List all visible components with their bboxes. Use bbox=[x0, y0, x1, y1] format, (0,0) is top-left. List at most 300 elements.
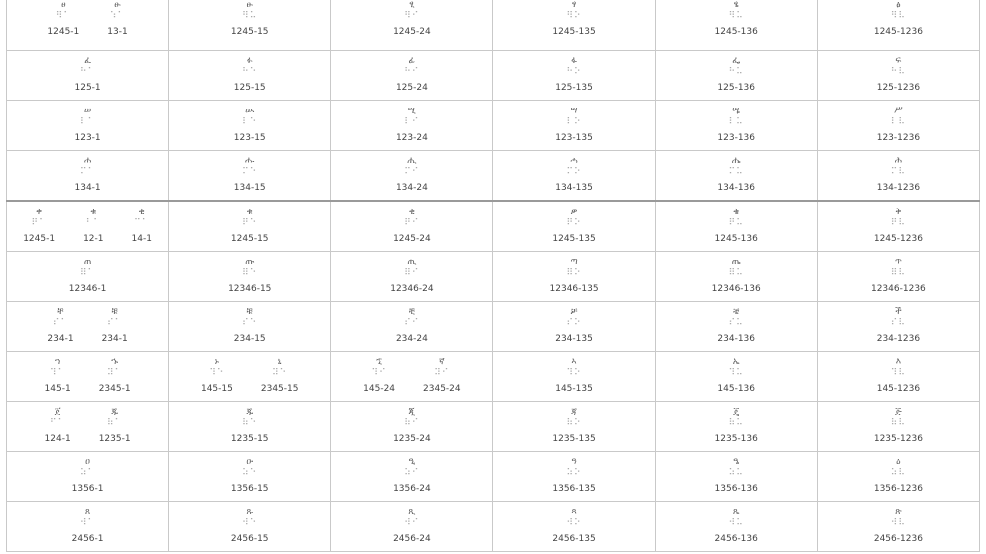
syllable-glyph: ቸ bbox=[57, 307, 64, 317]
cell-entries bbox=[493, 352, 654, 394]
syllable-entry bbox=[552, 1, 595, 37]
cell-entries bbox=[7, 0, 168, 37]
braille-pattern: ⠍⠕ bbox=[566, 167, 582, 177]
dot-code: 134-135 bbox=[555, 183, 593, 193]
syllable-entry bbox=[423, 358, 461, 394]
cell-entries bbox=[493, 151, 654, 193]
syllable-glyph: ኑ bbox=[214, 357, 220, 367]
cell-entries bbox=[331, 0, 492, 37]
braille-pattern: ⠺⠊ bbox=[404, 518, 420, 528]
table-cell bbox=[817, 402, 979, 452]
syllable-glyph: ጥ bbox=[894, 257, 902, 267]
cell-entries bbox=[656, 452, 817, 494]
syllable-glyph: ፃ bbox=[571, 0, 577, 10]
braille-pattern: ⠷⠥ bbox=[728, 418, 744, 428]
table-cell bbox=[169, 452, 331, 502]
cell-entries bbox=[331, 452, 492, 494]
syllable-entry bbox=[231, 408, 269, 444]
dot-code: 12346-15 bbox=[228, 284, 272, 294]
braille-pattern: ⠍⠧ bbox=[890, 167, 906, 177]
syllable-glyph: ጽ bbox=[895, 507, 902, 517]
table-cell bbox=[655, 101, 817, 151]
braille-pattern: ⠟⠕ bbox=[566, 218, 582, 228]
syllable-entry bbox=[390, 258, 433, 294]
table-cell bbox=[493, 201, 655, 252]
dot-code: 1245-135 bbox=[552, 27, 596, 37]
braille-pattern: ⠽⠊ bbox=[434, 368, 450, 378]
syllable-glyph: ጺ bbox=[408, 507, 416, 517]
syllable-entry bbox=[132, 208, 152, 244]
braille-pattern: ⠟⠊ bbox=[404, 218, 420, 228]
cell-entries bbox=[818, 252, 979, 294]
dot-code: 12346-24 bbox=[390, 284, 434, 294]
syllable-glyph: ኁ bbox=[111, 357, 119, 367]
dot-code: 1245-1 bbox=[23, 234, 56, 244]
syllable-glyph: ሕ bbox=[894, 156, 903, 166]
cell-entries bbox=[331, 352, 492, 394]
syllable-entry bbox=[874, 1, 923, 37]
braille-pattern: ⠹⠥ bbox=[728, 368, 744, 378]
dot-code: 1245-15 bbox=[230, 27, 269, 37]
syllable-glyph: ፌ bbox=[732, 56, 741, 66]
braille-pattern: ⠟⠥ bbox=[728, 218, 744, 228]
dot-code: 145-135 bbox=[555, 384, 593, 394]
dot-code: 123-1236 bbox=[876, 133, 921, 143]
braille-pattern: ⠺⠑ bbox=[242, 518, 258, 528]
cell-entries bbox=[818, 502, 979, 544]
table-cell bbox=[169, 51, 331, 101]
dot-code: 12346-136 bbox=[711, 284, 761, 294]
cell-entries bbox=[818, 402, 979, 444]
braille-pattern: ⠵⠧ bbox=[890, 468, 906, 478]
table-cell bbox=[7, 502, 169, 552]
braille-pattern: ⠺⠥ bbox=[728, 518, 744, 528]
cell-entries bbox=[818, 101, 979, 143]
dot-code: 134-15 bbox=[233, 183, 266, 193]
dot-code: 2456-15 bbox=[230, 534, 269, 544]
syllable-glyph: ዐ bbox=[85, 457, 90, 467]
braille-pattern: ⠇⠑ bbox=[242, 117, 258, 127]
braille-pattern: ⠎⠥ bbox=[728, 318, 744, 328]
syllable-entry bbox=[877, 107, 920, 143]
braille-pattern: ⠻⠥ bbox=[728, 11, 744, 21]
dot-code: 1245-135 bbox=[552, 234, 596, 244]
syllable-entry bbox=[555, 57, 593, 93]
table-cell bbox=[169, 0, 331, 51]
syllable-entry bbox=[393, 1, 431, 37]
braille-pattern: ⠵⠊ bbox=[404, 468, 420, 478]
table-cell bbox=[817, 252, 979, 302]
cell-entries bbox=[7, 352, 168, 394]
braille-pattern: ⠉⠁ bbox=[134, 218, 150, 228]
braille-pattern: ⠹⠕ bbox=[566, 368, 582, 378]
syllable-glyph: ጅ bbox=[895, 407, 902, 417]
table-cell bbox=[493, 51, 655, 101]
dot-code: 1235-1236 bbox=[873, 434, 923, 444]
syllable-entry bbox=[874, 408, 923, 444]
cell-entries bbox=[818, 151, 979, 193]
dot-code: 123-136 bbox=[717, 133, 755, 143]
table-cell bbox=[7, 302, 169, 352]
table-cell bbox=[817, 151, 979, 202]
syllable-entry bbox=[550, 258, 599, 294]
cell-entries bbox=[7, 402, 168, 444]
table-cell bbox=[655, 201, 817, 252]
table-cell bbox=[655, 402, 817, 452]
syllable-glyph: ጂ bbox=[408, 407, 416, 417]
dot-code: 14-1 bbox=[131, 234, 152, 244]
dot-code: 1245-24 bbox=[393, 27, 431, 37]
braille-pattern: ⠹⠁ bbox=[50, 368, 66, 378]
braille-pattern: ⠽⠑ bbox=[272, 368, 288, 378]
cell-entries bbox=[493, 502, 654, 544]
table-cell bbox=[493, 402, 655, 452]
table-cell bbox=[493, 502, 655, 552]
braille-pattern: ⠱⠁ bbox=[109, 11, 126, 21]
braille-pattern: ⠵⠁ bbox=[79, 468, 96, 478]
cell-entries bbox=[493, 402, 654, 444]
syllable-glyph: ዓ bbox=[571, 457, 577, 467]
syllable-entry bbox=[72, 508, 104, 544]
dot-code: 234-1 bbox=[47, 334, 74, 344]
table-row bbox=[7, 151, 980, 202]
table-cell bbox=[655, 302, 817, 352]
dot-code: 1356-1 bbox=[71, 484, 104, 494]
braille-pattern: ⠇⠥ bbox=[728, 117, 744, 127]
cell-entries bbox=[331, 151, 492, 193]
table-cell bbox=[493, 352, 655, 402]
cell-entries bbox=[818, 51, 979, 93]
syllable-entry bbox=[555, 308, 593, 344]
braille-pattern: ⠎⠧ bbox=[890, 318, 906, 328]
cell-entries bbox=[169, 151, 330, 193]
dot-code: 2456-24 bbox=[393, 534, 431, 544]
cell-entries bbox=[7, 151, 168, 193]
cell-entries bbox=[7, 202, 168, 244]
table-cell bbox=[331, 151, 493, 202]
braille-pattern: ⠿⠑ bbox=[242, 268, 258, 278]
cell-entries bbox=[818, 0, 979, 37]
table-cell bbox=[655, 0, 817, 51]
table-cell bbox=[7, 101, 169, 151]
dot-code: 1356-15 bbox=[230, 484, 269, 494]
braille-pattern: ⠻⠊ bbox=[404, 11, 420, 21]
braille-pattern: ⠍⠑ bbox=[242, 167, 258, 177]
syllable-glyph: ጻ bbox=[571, 507, 577, 517]
syllable-glyph: ፉ bbox=[246, 56, 253, 66]
braille-pattern: ⠷⠑ bbox=[242, 418, 258, 428]
table-cell bbox=[331, 502, 493, 552]
braille-pattern: ⠎⠁ bbox=[107, 318, 123, 328]
dot-code: 234-1236 bbox=[876, 334, 921, 344]
braille-pattern: ⠇⠕ bbox=[566, 117, 582, 127]
syllable-glyph: ፄ bbox=[733, 0, 739, 10]
syllable-entry bbox=[396, 107, 428, 143]
syllable-entry bbox=[393, 408, 431, 444]
syllable-glyph: ዕ bbox=[896, 457, 901, 467]
table-row bbox=[7, 352, 980, 402]
cell-entries bbox=[818, 352, 979, 394]
cell-entries bbox=[331, 402, 492, 444]
syllable-entry bbox=[201, 358, 233, 394]
cell-entries bbox=[493, 452, 654, 494]
table-row bbox=[7, 201, 980, 252]
syllable-entry bbox=[393, 458, 431, 494]
table-cell bbox=[169, 402, 331, 452]
table-cell bbox=[493, 252, 655, 302]
table-cell bbox=[331, 51, 493, 101]
syllable-glyph: ኤ bbox=[732, 357, 740, 367]
dot-code: 13-1 bbox=[107, 27, 128, 37]
syllable-entry bbox=[552, 458, 595, 494]
syllable-entry bbox=[715, 208, 758, 244]
syllable-glyph: ኛ bbox=[438, 357, 445, 367]
dot-code: 234-1 bbox=[101, 334, 128, 344]
syllable-entry bbox=[552, 208, 595, 244]
table-row bbox=[7, 252, 980, 302]
table-cell bbox=[817, 51, 979, 101]
dot-code: 134-136 bbox=[717, 183, 755, 193]
braille-pattern: ⠓⠧ bbox=[890, 67, 906, 77]
syllable-entry bbox=[877, 57, 920, 93]
dot-code: 124-1 bbox=[44, 434, 71, 444]
braille-pattern: ⠻⠕ bbox=[566, 11, 582, 21]
braille-pattern: ⠻⠁ bbox=[55, 11, 71, 21]
dot-code: 125-1236 bbox=[876, 83, 921, 93]
cell-entries bbox=[656, 302, 817, 344]
table-cell bbox=[493, 302, 655, 352]
cell-entries bbox=[7, 252, 168, 294]
syllable-entry bbox=[717, 57, 755, 93]
cell-entries bbox=[7, 101, 168, 143]
cell-entries bbox=[169, 0, 330, 37]
table-cell bbox=[169, 201, 331, 252]
braille-pattern: ⠵⠑ bbox=[242, 468, 258, 478]
cell-entries bbox=[7, 51, 168, 93]
syllable-glyph: ሐ bbox=[83, 156, 92, 166]
dot-code: 1245-24 bbox=[393, 234, 431, 244]
syllable-glyph: እ bbox=[895, 357, 902, 367]
braille-pattern: ⠓⠥ bbox=[728, 67, 744, 77]
table-cell bbox=[7, 352, 169, 402]
cell-entries bbox=[656, 352, 817, 394]
braille-pattern: ⠽⠁ bbox=[107, 368, 123, 378]
cell-entries bbox=[656, 252, 817, 294]
syllable-glyph: ፈ bbox=[84, 56, 91, 66]
braille-pattern: ⠷⠧ bbox=[890, 418, 906, 428]
table-cell bbox=[817, 302, 979, 352]
table-row bbox=[7, 51, 980, 101]
syllable-glyph: ቹ bbox=[111, 307, 118, 317]
braille-pattern: ⠍⠁ bbox=[79, 167, 96, 177]
dot-code: 234-136 bbox=[717, 334, 755, 344]
syllable-glyph: ሔ bbox=[731, 156, 741, 166]
dot-code: 123-1 bbox=[74, 133, 101, 143]
syllable-glyph: ቁ bbox=[90, 207, 97, 217]
syllable-entry bbox=[715, 408, 758, 444]
table-cell bbox=[655, 252, 817, 302]
syllable-glyph: ሢ bbox=[407, 106, 416, 116]
syllable-entry bbox=[234, 107, 266, 143]
cell-entries bbox=[331, 101, 492, 143]
syllable-entry bbox=[877, 358, 920, 394]
syllable-entry bbox=[72, 458, 104, 494]
syllable-glyph: ቼ bbox=[733, 307, 740, 317]
cell-entries bbox=[656, 0, 817, 37]
syllable-glyph: ሑ bbox=[245, 156, 255, 166]
syllable-entry bbox=[552, 508, 595, 544]
syllable-entry bbox=[75, 57, 101, 93]
cell-entries bbox=[818, 202, 979, 244]
table-cell bbox=[493, 101, 655, 151]
dot-code: 2345-24 bbox=[423, 384, 461, 394]
table-cell bbox=[7, 452, 169, 502]
syllable-glyph: ኀ bbox=[54, 357, 61, 367]
table-cell bbox=[655, 151, 817, 202]
dot-code: 2456-136 bbox=[714, 534, 758, 544]
table-cell bbox=[817, 201, 979, 252]
syllable-glyph: ጃ bbox=[571, 407, 578, 417]
syllable-glyph: ሣ bbox=[570, 106, 578, 116]
syllable-entry bbox=[396, 57, 428, 93]
braille-pattern: ⠹⠧ bbox=[890, 368, 906, 378]
dot-code: 12346-1 bbox=[68, 284, 107, 294]
cell-entries bbox=[656, 51, 817, 93]
cell-entries bbox=[493, 51, 654, 93]
dot-code: 125-15 bbox=[233, 83, 266, 93]
syllable-entry bbox=[363, 358, 395, 394]
syllable-entry bbox=[877, 157, 920, 193]
syllable-glyph: ጤ bbox=[731, 257, 741, 267]
cell-entries bbox=[169, 252, 330, 294]
braille-pattern: ⠓⠊ bbox=[404, 67, 420, 77]
syllable-entry bbox=[712, 258, 761, 294]
table-cell bbox=[331, 452, 493, 502]
braille-pattern: ⠍⠊ bbox=[404, 167, 420, 177]
syllable-entry bbox=[99, 358, 131, 394]
syllable-glyph: ቻ bbox=[570, 307, 578, 317]
table-cell bbox=[817, 101, 979, 151]
dot-code: 125-24 bbox=[395, 83, 428, 93]
syllable-entry bbox=[877, 308, 920, 344]
braille-pattern: ⠓⠁ bbox=[79, 67, 96, 77]
dot-code: 2456-135 bbox=[552, 534, 596, 544]
dot-code: 1235-24 bbox=[393, 434, 431, 444]
dot-code: 125-1 bbox=[74, 83, 101, 93]
braille-pattern: ⠇⠁ bbox=[79, 117, 96, 127]
braille-pattern: ⠻⠧ bbox=[890, 11, 906, 21]
table-cell bbox=[331, 352, 493, 402]
syllable-glyph: ኚ bbox=[376, 357, 383, 367]
syllable-glyph: ሠ bbox=[83, 106, 92, 116]
table-cell bbox=[169, 101, 331, 151]
braille-pattern: ⠷⠊ bbox=[404, 418, 420, 428]
table-cell bbox=[169, 302, 331, 352]
syllable-entry bbox=[231, 208, 269, 244]
braille-pattern: ⠎⠊ bbox=[404, 318, 420, 328]
syllable-glyph: ጣ bbox=[570, 257, 578, 267]
syllable-glyph: ጀ bbox=[54, 407, 61, 417]
syllable-glyph: ቁ bbox=[246, 207, 253, 217]
cell-entries bbox=[818, 452, 979, 494]
syllable-glyph: ቀ bbox=[36, 207, 43, 217]
table-cell bbox=[169, 352, 331, 402]
dot-code: 1235-1 bbox=[98, 434, 131, 444]
syllable-glyph: ጄ bbox=[733, 407, 740, 417]
syllable-entry bbox=[555, 157, 593, 193]
syllable-glyph: ሒ bbox=[407, 156, 417, 166]
syllable-glyph: ኒ bbox=[277, 357, 282, 367]
cell-entries bbox=[818, 302, 979, 344]
syllable-entry bbox=[234, 308, 266, 344]
dot-code: 125-136 bbox=[717, 83, 755, 93]
syllable-glyph: ፊ bbox=[408, 56, 416, 66]
braille-pattern: ⠺⠧ bbox=[890, 518, 906, 528]
dot-code: 1245-1236 bbox=[873, 234, 923, 244]
braille-pattern: ⠿⠊ bbox=[404, 268, 420, 278]
syllable-entry bbox=[75, 157, 101, 193]
cell-entries bbox=[169, 302, 330, 344]
dot-code: 1245-136 bbox=[714, 27, 758, 37]
braille-pattern: ⠿⠧ bbox=[890, 268, 906, 278]
dot-code: 1356-24 bbox=[393, 484, 431, 494]
dot-code: 145-15 bbox=[200, 384, 233, 394]
syllable-entry bbox=[871, 258, 926, 294]
table-cell bbox=[817, 502, 979, 552]
braille-pattern: ⠎⠁ bbox=[52, 318, 69, 328]
table-cell bbox=[817, 352, 979, 402]
syllable-glyph: ፋ bbox=[571, 56, 577, 66]
syllable-glyph: ሓ bbox=[570, 156, 578, 166]
cell-entries bbox=[331, 502, 492, 544]
syllable-entry bbox=[717, 358, 755, 394]
syllable-glyph: ቺ bbox=[408, 307, 415, 317]
braille-pattern: ⠿⠥ bbox=[728, 268, 744, 278]
braille-pattern: ⠹⠊ bbox=[371, 368, 387, 378]
table-row bbox=[7, 502, 980, 552]
braille-pattern: ⠹⠑ bbox=[209, 368, 225, 378]
syllable-entry bbox=[874, 508, 923, 544]
syllable-glyph: ጹ bbox=[246, 507, 254, 517]
syllable-glyph: ቂ bbox=[138, 207, 145, 217]
table-cell bbox=[655, 51, 817, 101]
table-cell bbox=[493, 151, 655, 202]
table-cell bbox=[331, 252, 493, 302]
syllable-entry bbox=[47, 1, 79, 37]
braille-pattern: ⠋⠁ bbox=[50, 418, 66, 428]
syllable-glyph: ፂ bbox=[409, 0, 415, 10]
table-cell bbox=[493, 0, 655, 51]
syllable-entry bbox=[234, 57, 266, 93]
syllable-entry bbox=[874, 458, 923, 494]
dot-code: 1356-1236 bbox=[873, 484, 923, 494]
syllable-glyph: ጁ bbox=[111, 407, 119, 417]
table-row bbox=[7, 302, 980, 352]
dot-code: 234-15 bbox=[233, 334, 266, 344]
braille-pattern: ⠺⠁ bbox=[79, 518, 96, 528]
syllable-entry bbox=[45, 358, 71, 394]
syllable-glyph: ቄ bbox=[733, 207, 740, 217]
syllable-glyph: ዔ bbox=[733, 457, 740, 467]
dot-code: 1356-136 bbox=[714, 484, 758, 494]
dot-code: 123-24 bbox=[395, 133, 428, 143]
syllable-entry bbox=[99, 408, 131, 444]
dot-code: 145-1 bbox=[44, 384, 71, 394]
syllable-glyph: ጸ bbox=[84, 507, 91, 517]
syllable-glyph: ጠ bbox=[83, 257, 92, 267]
syllable-entry bbox=[69, 258, 107, 294]
dot-code: 1235-135 bbox=[552, 434, 596, 444]
